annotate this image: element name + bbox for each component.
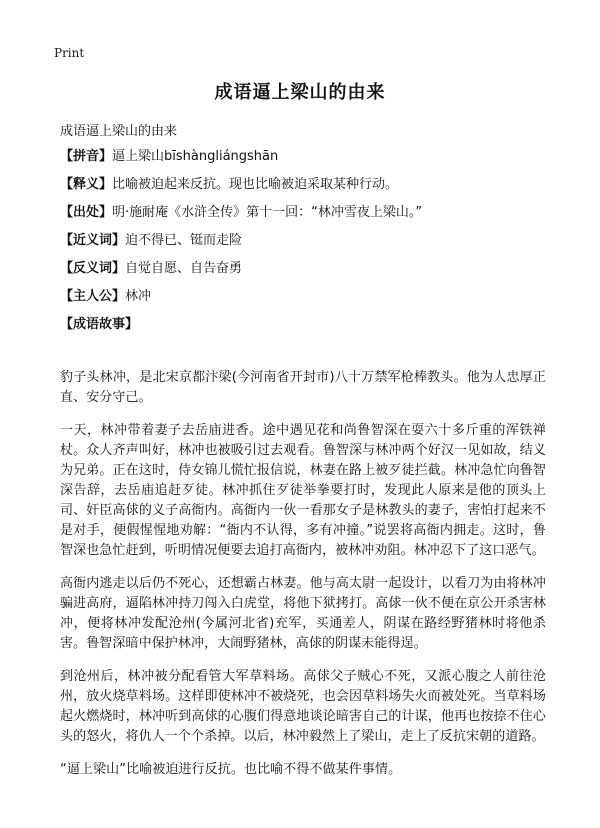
field-antonyms-value: 自觉自愿、自告奋勇 (125, 261, 243, 276)
field-synonyms-value: 迫不得已、铤而走险 (125, 233, 243, 248)
story-paragraph: 高衙内逃走以后仍不死心，还想霸占林妻。他与高太尉一起设计，以看刀为由将林冲骗进高府，逼陷林冲持刀闯入白虎堂，将他下狱拷打。高俅一伙不便在京公开杀害林冲，便将林冲发配沧州(今属河北省)充军，买通差人，阴谋在路经野猪林时将他杀害。鲁智深暗中保护林冲，大闹野猪林，高俅的阴谋未能得逞。 (60, 576, 546, 651)
idiom-story (60, 368, 546, 793)
field-meaning-value: 比喻被迫起来反抗。现也比喻被迫采取某种行动。 (112, 177, 399, 192)
field-synonyms (60, 232, 550, 260)
print-link[interactable]: Print (54, 46, 85, 60)
field-story-heading (60, 316, 550, 344)
page-subtitle: 成语逼上梁山的由来 (60, 124, 178, 139)
story-paragraph: 到沧州后，林冲被分配看管大军草料场。高俅父子贼心不死，又派心腹之人前往沧州，放火烧草料场。这样即使林冲不被烧死，也会因草料场失火而被处死。当草料场起火燃烧时，林冲听到高俅的心腹们得意地谈论暗害自己的计谋，他再也按捺不住心头的怒火，将仇人一个个杀掉。以后，林冲毅然上了梁山，走上了反抗宋朝的道路。 (60, 669, 546, 744)
story-paragraph: 豹子头林冲，是北宋京都汴梁(今河南省开封市)八十万禁军枪棒教头。他为人忠厚正直、安分守己。 (60, 370, 546, 405)
field-source-value: 明·施耐庵《水浒全传》第十一回：“林冲雪夜上梁山。” (112, 205, 423, 220)
field-story-heading-key: 【成语故事】 (60, 317, 139, 332)
field-source-key: 【出处】 (60, 205, 113, 220)
field-source (60, 204, 550, 232)
field-pinyin (60, 148, 550, 176)
field-protagonist-key: 【主人公】 (60, 289, 126, 304)
field-protagonist (60, 288, 550, 316)
field-meaning (60, 176, 550, 204)
page-title: 成语逼上梁山的由来 (214, 82, 386, 103)
field-protagonist-value: 林冲 (125, 289, 152, 304)
idiom-info-fields (60, 148, 550, 344)
field-pinyin-key: 【拼音】 (60, 149, 113, 164)
field-antonyms-key: 【反义词】 (60, 261, 126, 276)
field-synonyms-key: 【近义词】 (60, 233, 126, 248)
field-meaning-key: 【释义】 (60, 177, 113, 192)
field-pinyin-value: 逼上梁山bīshàngliángshān (112, 149, 279, 164)
story-paragraph: 一天，林冲带着妻子去岳庙进香。途中遇见花和尚鲁智深在耍六十多斤重的浑铁禅杖。众人齐声叫好，林冲也被吸引过去观看。鲁智深与林冲两个好汉一见如故，结义为兄弟。正在这时，侍女锦儿慌忙报信说，林妻在路上被歹徒拦截。林冲急忙向鲁智深告辞，去岳庙追赶歹徒。林冲抓住歹徒举拳要打时，发现此人原来是他的顶头上司、奸臣高俅的义子高衙内。高衙内一伙一看那女子是林教头的妻子，害怕打起来不是对手，便假惺惺地劝解：“衙内不认得，多有冲撞。”说罢将高衙内拥走。这时，鲁智深也急忙赶到，听明情况便要去追打高衙内，被林冲劝阻。林冲忍下了这口恶气。 (60, 423, 546, 558)
story-paragraph: “逼上梁山”比喻被迫进行反抗。也比喻不得不做某件事情。 (60, 762, 402, 777)
field-antonyms (60, 260, 550, 288)
